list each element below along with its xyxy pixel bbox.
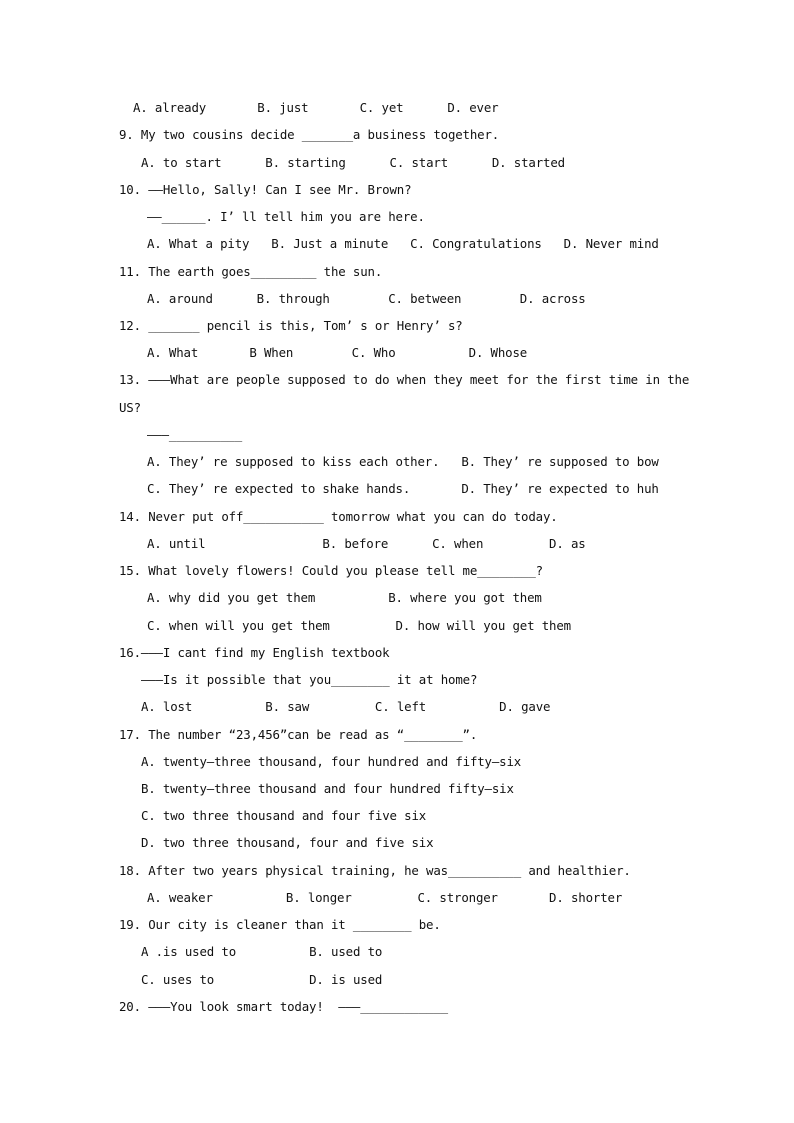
q17-option-b: B. twenty—three thousand and four hundred fifty—six [141, 781, 514, 796]
q9-options: A. to start B. starting C. start D. started [141, 155, 565, 170]
q16-question: 16.———I cant find my English textbook [119, 645, 390, 660]
q19-options-ab: A .is used to B. used to [141, 944, 383, 959]
q17-option-d: D. two three thousand, four and five six [141, 835, 434, 850]
q14-question: 14. Never put off___________ tomorrow what you can do today. [119, 509, 558, 524]
q16-options: A. lost B. saw C. left D. gave [141, 699, 551, 714]
q13-question: 13. ———What are people supposed to do when they meet for the first time in the [119, 372, 690, 387]
q10-reply: ——______. I’ ll tell him you are here. [147, 209, 425, 224]
q18-options: A. weaker B. longer C. stronger D. shorter [147, 890, 623, 905]
q13-options-cd: C. They’ re expected to shake hands. D. They’ re expected to huh [147, 481, 659, 496]
q17-option-a: A. twenty—three thousand, four hundred and fifty—six [141, 754, 522, 769]
q17-option-c: C. two three thousand and four five six [141, 808, 427, 823]
q15-options-ab: A. why did you get them B. where you got them [147, 590, 542, 605]
q18-question: 18. After two years physical training, he was__________ and healthier. [119, 863, 631, 878]
q8-options: A. already B. just C. yet D. ever [133, 100, 499, 115]
q10-question: 10. ——Hello, Sally! Can I see Mr. Brown? [119, 182, 412, 197]
q13-options-ab: A. They’ re supposed to kiss each other. B. They’ re supposed to bow [147, 454, 659, 469]
q9-question: 9. My two cousins decide _______a business together. [119, 127, 500, 142]
q19-options-cd: C. uses to D. is used [141, 972, 383, 987]
q12-question: 12. _______ pencil is this, Tom’ s or Henry’ s? [119, 318, 463, 333]
q15-options-cd: C. when will you get them D. how will you get them [147, 618, 571, 633]
q15-question: 15. What lovely flowers! Could you please tell me________? [119, 563, 543, 578]
q14-options: A. until B. before C. when D. as [147, 536, 586, 551]
q12-options: A. What B When C. Who D. Whose [147, 345, 528, 360]
q13-reply: ———__________ [147, 427, 243, 442]
q16-reply: ———Is it possible that you________ it at home? [141, 672, 478, 687]
q13-question-cont: US? [119, 400, 141, 415]
q11-options: A. around B. through C. between D. across [147, 291, 586, 306]
q20-question: 20. ———You look smart today! ———____________ [119, 999, 448, 1014]
q19-question: 19. Our city is cleaner than it ________ be. [119, 917, 441, 932]
q17-question: 17. The number “23,456”can be read as “________”. [119, 727, 478, 742]
q10-options: A. What a pity B. Just a minute C. Congratulations D. Never mind [147, 236, 659, 251]
q11-question: 11. The earth goes_________ the sun. [119, 264, 383, 279]
